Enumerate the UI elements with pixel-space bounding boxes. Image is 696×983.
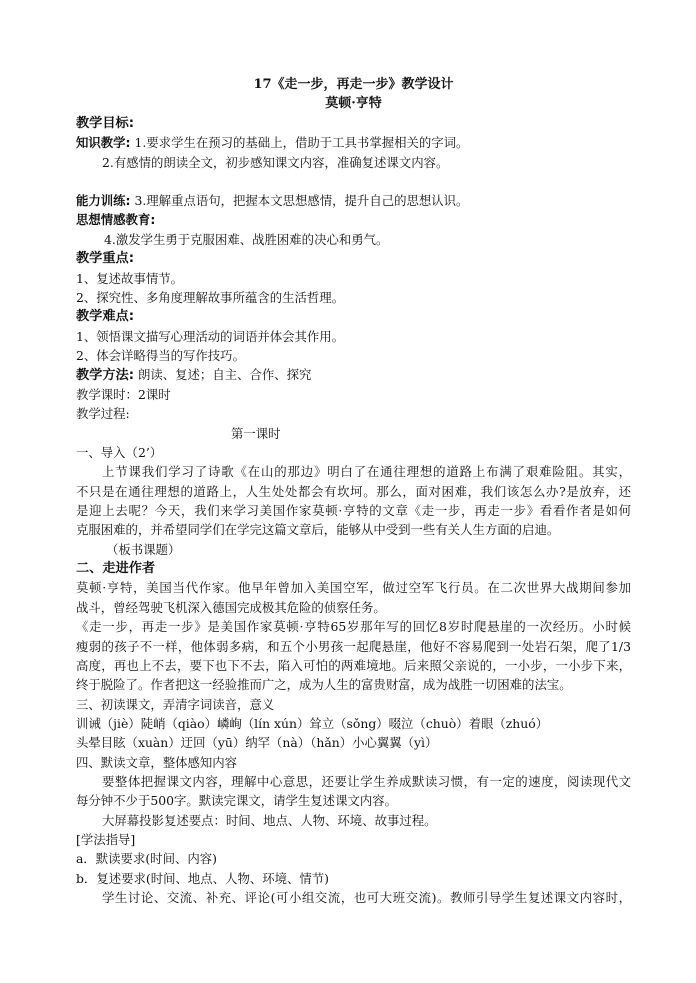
vocab-line: 训诫（jiè）陡峭（qiào）嶙峋（lín xún）耸立（sǒng）啜泣（chuò）着眼（zhuó） [76, 716, 549, 731]
methods-text: 朗读、复述；自主、合作、探究 [134, 367, 312, 382]
paragraph-line: 战斗，曾经驾驶飞机深入德国完成极其危险的侦察任务。 [76, 600, 386, 615]
emotion-label: 思想情感教育: [76, 212, 156, 227]
paragraph-line: 要整体把握课文内容，理解中心意思，还要让学生养成默读习惯，有一定的速度，阅读现代文 [102, 774, 631, 789]
ability-text: 3.理解重点语句，把握本文思想感情，提升自己的思想认识。 [130, 193, 469, 208]
knowledge-line [76, 134, 468, 152]
methods-label: 教学方法: [76, 368, 135, 383]
paragraph-line: 学生讨论、交流、补充、评论(可小组交流，也可大班交流)。教师引导学生复述课文内容时， [102, 890, 631, 905]
methods-line [76, 366, 311, 384]
emotion-text: 4.激发学生勇于克服困难、战胜困难的决心和勇气。 [104, 232, 389, 247]
guide-item-a: a．默读要求(时间、内容) [76, 851, 217, 866]
knowledge-line-2: 2.有感情的朗读全文，初步感知课文内容，准确复述课文内容。 [102, 155, 449, 170]
paragraph-line: 上节课我们学习了诗歌《在山的那边》明白了在通往理想的道路上布满了艰难险阻。其实， [102, 464, 631, 479]
board-note: （板书课题） [106, 542, 181, 557]
ability-line [76, 192, 468, 210]
key-point-item: 2、探究性、多角度理解故事所蕴含的生活哲理。 [76, 290, 345, 305]
ability-label: 能力训练: [76, 193, 131, 208]
hours-line: 教学课时：2课时 [76, 387, 171, 402]
paragraph-line: 每分钟不少于500字。默读完课文，请学生复述课文内容。 [76, 793, 398, 808]
difficulty-item: 1、领悟课文描写心理活动的词语并体会其作用。 [76, 329, 345, 344]
key-points-heading: 教学重点: [76, 251, 135, 266]
section2-heading: 二、走进作者 [76, 561, 156, 576]
guide-heading: [学法指导] [76, 832, 136, 847]
paragraph-line: 高度，再也上不去，要下也下不去，陷入可怕的两难境地。后来照父亲说的，一小步，一小步下来， [76, 658, 631, 673]
lesson-heading: 第一课时 [231, 426, 281, 441]
paragraph-line: 不只是在通往理想的道路上，人生处处都会有坎坷。那么，面对困难，我们该怎么办?是放弃，还 [76, 484, 631, 499]
goals-heading: 教学目标: [76, 116, 135, 131]
paragraph-line: 莫顿·亨特，美国当代作家。他早年曾加入美国空军，做过空军飞行员。在二次世界大战期间参加 [76, 580, 631, 595]
difficulty-item: 2、体会详略得当的写作技巧。 [76, 348, 245, 363]
difficulties-heading: 教学难点: [76, 309, 135, 324]
vocab-line: 头晕目眩（xuàn）迂回（yū）纳罕（nà）（hǎn）小心翼翼（yì） [76, 735, 438, 750]
paragraph-line: 终于脱险了。作者把这一经验推而广之，成为人生的富贵财富，成为战胜一切困难的法宝。 [76, 677, 572, 692]
key-point-item: 1、复述故事情节。 [76, 271, 184, 286]
section4-heading: 四、默读文章，整体感知内容 [76, 755, 238, 770]
paragraph-line: 是迎上去呢？今天，我们来学习美国作家莫顿·亨特的文章《走一步，再走一步》看看作者是如何 [76, 503, 631, 518]
section1-heading: 一、导入（2’） [76, 445, 163, 460]
section3-heading: 三、初读课文，弄清字词读音，意义 [76, 697, 275, 712]
paragraph-line: 大屏幕投影复述要点：时间、地点、人物、环境、故事过程。 [102, 813, 437, 828]
paragraph-line: 《走一步，再走一步》是美国作家莫顿·亨特65岁那年写的回忆8岁时爬悬崖的一次经历。小时候 [76, 619, 631, 634]
knowledge-text: 1.要求学生在预习的基础上，借助于工具书掌握相关的字词。 [130, 135, 469, 150]
paragraph-line: 克服困难的，并希望同学们在学完这篇文章后，能够从中受到一些有关人生方面的启迪。 [76, 522, 560, 537]
paragraph-line: 瘦弱的孩子不一样，他体弱多病，和五个小男孩一起爬悬崖，他好不容易爬到一处岩石架，爬了1/3 [76, 639, 631, 654]
knowledge-label: 知识教学: [76, 135, 131, 150]
guide-item-b: b．复述要求(时间、地点、人物、环境、情节) [76, 871, 330, 886]
document-title: 17《走一步，再走一步》教学设计 [253, 77, 454, 92]
process-line: 教学过程: [76, 406, 130, 421]
document-author: 莫顿·亨特 [325, 96, 382, 111]
